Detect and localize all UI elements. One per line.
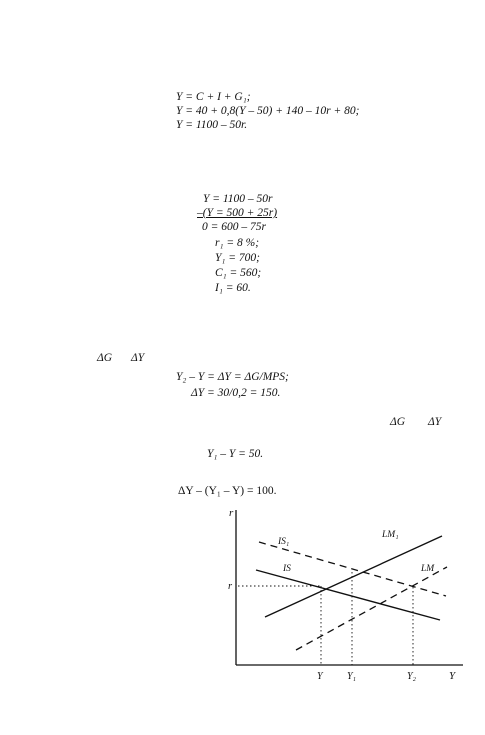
y-axis-label: r [229, 507, 234, 519]
system-line-1: Y = 1100 – 50r [203, 193, 273, 205]
result-c1: C₁ = 560; [215, 267, 262, 279]
result-r1: r₁ = 8 %; [215, 237, 260, 249]
x-axis-label: Y [449, 670, 456, 682]
x-tick-y2: Y₂ [407, 671, 417, 682]
lm1-label: LM₁ [382, 530, 399, 540]
crowding-out-equation: ΔY – (Y₁ – Y) = 100. [178, 485, 277, 497]
result-y1: Y₁ = 700; [215, 252, 260, 264]
equation-line-1: Y = C + I + G₁; [176, 91, 251, 103]
lm-curve [296, 567, 447, 650]
equation-line-3: Y = 1100 – 50r. [176, 119, 248, 131]
lm-label: LM [421, 564, 435, 574]
r-tick-label: r [228, 581, 233, 592]
equation-line-2: Y = 40 + 0,8(Y – 50) + 140 – 10r + 80; [176, 105, 360, 117]
lm1-curve [265, 536, 442, 617]
system-line-2: –(Y = 500 + 25r) [197, 207, 278, 219]
result-i1: I₁ = 60. [215, 282, 251, 294]
x-tick-y: Y [317, 671, 323, 682]
multiplier-line-2: ΔY = 30/0,2 = 150. [191, 387, 281, 399]
delta-y-label: ΔY [131, 352, 145, 364]
is-curve [256, 570, 440, 620]
x-tick-y1: Y₁ [347, 671, 357, 682]
is1-label: IS₁ [278, 537, 290, 547]
delta-y-label-right: ΔY [428, 416, 442, 428]
delta-g-label: ΔG [97, 352, 113, 364]
multiplier-line-1: Y₂ – Y = ΔY = ΔG/MPS; [176, 371, 289, 383]
difference-equation: Y₁ – Y = 50. [207, 448, 264, 460]
system-line-3: 0 = 600 – 75r [202, 221, 266, 233]
delta-g-label-right: ΔG [390, 416, 406, 428]
is-label: IS [283, 564, 291, 574]
